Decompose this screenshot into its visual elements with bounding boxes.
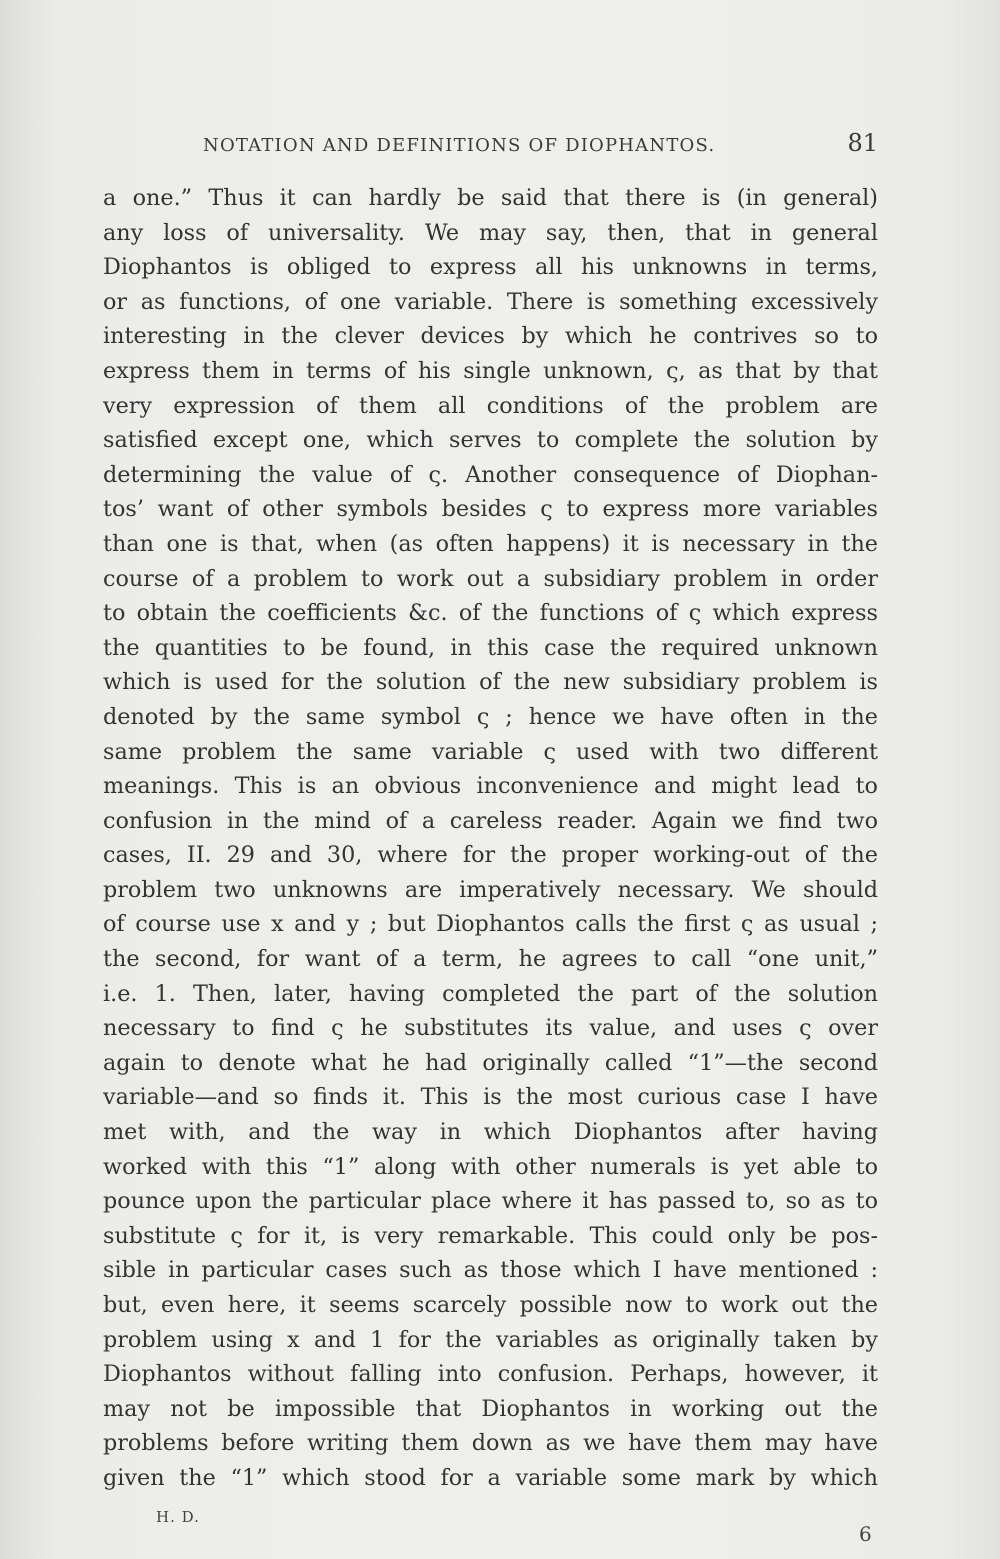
text-line: the quantities to be found, in this case the required unknown (103, 634, 878, 661)
text-line: interesting in the clever devices by which he contrives so to (103, 323, 878, 350)
text-line: sible in particular cases such as those which I have mentioned : (103, 1257, 878, 1284)
text-line: substitute ς for it, is very remarkable. This could only be pos- (103, 1222, 878, 1249)
text-line: may not be impossible that Diophantos in working out the (103, 1395, 878, 1422)
text-line: to obtain the coefficients &c. of the functions of ς which express (103, 600, 878, 627)
text-line: worked with this “1” along with other numerals is yet able to (103, 1153, 878, 1180)
text-line: any loss of universality. We may say, then, that in general (103, 219, 878, 246)
text-line: tos’ want of other symbols besides ς to express more variables (103, 496, 878, 523)
text-line: course of a problem to work out a subsidiary problem in order (103, 565, 878, 592)
text-line: but, even here, it seems scarcely possible now to work out the (103, 1292, 878, 1318)
text-line: necessary to find ς he substitutes its value, and uses ς over (103, 1015, 878, 1042)
text-line: which is used for the solution of the new subsidiary problem is (103, 669, 878, 696)
body-text (103, 181, 878, 1496)
text-line: confusion in the mind of a careless reader. Again we find two (103, 807, 878, 834)
text-line: denoted by the same symbol ς ; hence we have often in the (103, 703, 878, 730)
text-line: satisfied except one, which serves to complete the solution by (103, 427, 878, 454)
text-line: problem two unknowns are imperatively necessary. We should (103, 876, 878, 903)
text-line: problems before writing them down as we have them may have (103, 1430, 878, 1457)
running-title: NOTATION AND DEFINITIONS OF DIOPHANTOS. (203, 135, 716, 156)
text-line: determining the value of ς. Another consequence of Diophan- (103, 461, 878, 488)
text-line: same problem the same variable ς used with two different (103, 738, 878, 765)
text-line: the second, for want of a term, he agrees to call “one unit,” (103, 946, 878, 973)
text-line: variable—and so finds it. This is the most curious case I have (103, 1084, 878, 1111)
text-line: pounce upon the particular place where it has passed to, so as to (103, 1188, 878, 1215)
text-line: meanings. This is an obvious inconvenience and might lead to (103, 773, 878, 800)
running-head (103, 131, 878, 161)
text-line: again to denote what he had originally called “1”—the second (103, 1049, 878, 1076)
text-line: Diophantos without falling into confusion. Perhaps, however, it (103, 1361, 878, 1388)
text-line: given the “1” which stood for a variable some mark by which (103, 1464, 878, 1491)
sheet-number: 6 (859, 1522, 872, 1546)
page-number: 81 (847, 129, 878, 157)
text-line: than one is that, when (as often happens) it is necessary in the (103, 530, 878, 557)
text-line: of course use x and y ; but Diophantos calls the first ς as usual ; (103, 911, 878, 938)
text-line: express them in terms of his single unknown, ς, as that by that (103, 357, 878, 384)
text-line: met with, and the way in which Diophantos after having (103, 1119, 878, 1146)
text-line: a one.” Thus it can hardly be said that there is (in general) (103, 185, 878, 211)
signature-mark: H. D. (156, 1508, 200, 1526)
text-line: i.e. 1. Then, later, having completed the part of the solution (103, 980, 878, 1007)
text-line: Diophantos is obliged to express all his unknowns in terms, (103, 254, 878, 281)
text-line: or as functions, of one variable. There is something excessively (103, 288, 878, 315)
text-line: very expression of them all conditions of the problem are (103, 392, 878, 419)
text-line: problem using x and 1 for the variables as originally taken by (103, 1326, 878, 1353)
text-line: cases, II. 29 and 30, where for the proper working-out of the (103, 842, 878, 869)
